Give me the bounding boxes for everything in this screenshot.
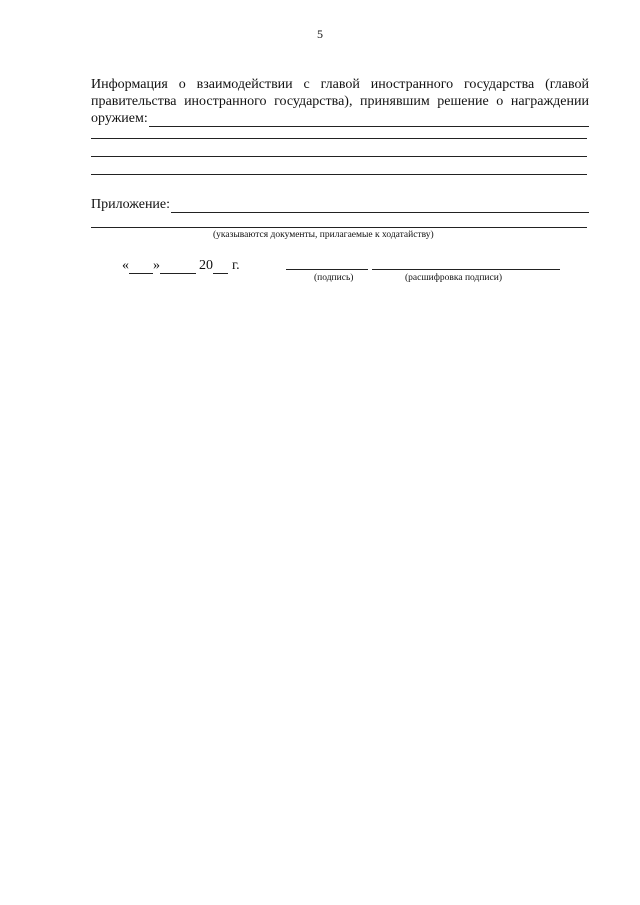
signature-decode-blank-field[interactable]: [372, 269, 560, 270]
date-close-quote: »: [153, 258, 160, 273]
attachment-blank-field[interactable]: [171, 200, 589, 213]
info-paragraph: [91, 76, 589, 127]
signature-caption: (подпись): [314, 273, 354, 283]
year-blank-field[interactable]: [213, 261, 228, 274]
info-blank-line-2[interactable]: [91, 156, 587, 157]
month-blank-field[interactable]: [160, 261, 196, 274]
signature-blank-field[interactable]: [286, 269, 368, 270]
info-line-1: Информация о взаимодействии с главой иностранного государства (главой: [91, 77, 589, 92]
weapon-label: оружием:: [91, 111, 148, 126]
attachment-label: Приложение:: [91, 197, 171, 212]
attachment-block: [91, 196, 589, 213]
weapon-blank-field[interactable]: [149, 114, 589, 127]
page-number: 5: [317, 27, 323, 41]
attachment-note: (указываются документы, прилагаемые к ходатайству): [213, 230, 434, 240]
info-line-2: правительства иностранного государства), принявшим решение о награждении: [91, 94, 589, 109]
year-prefix: 20: [199, 258, 213, 273]
info-blank-line-1[interactable]: [91, 138, 587, 139]
info-blank-line-3[interactable]: [91, 174, 587, 175]
attachment-line: [91, 196, 589, 213]
weapon-line: [91, 110, 589, 127]
attachment-blank-line-2[interactable]: [91, 227, 587, 228]
signature-decode-caption: (расшифровка подписи): [405, 273, 502, 283]
date-line: [122, 258, 240, 274]
date-open-quote: «: [122, 258, 129, 273]
year-suffix: г.: [232, 258, 240, 273]
day-blank-field[interactable]: [129, 261, 153, 274]
